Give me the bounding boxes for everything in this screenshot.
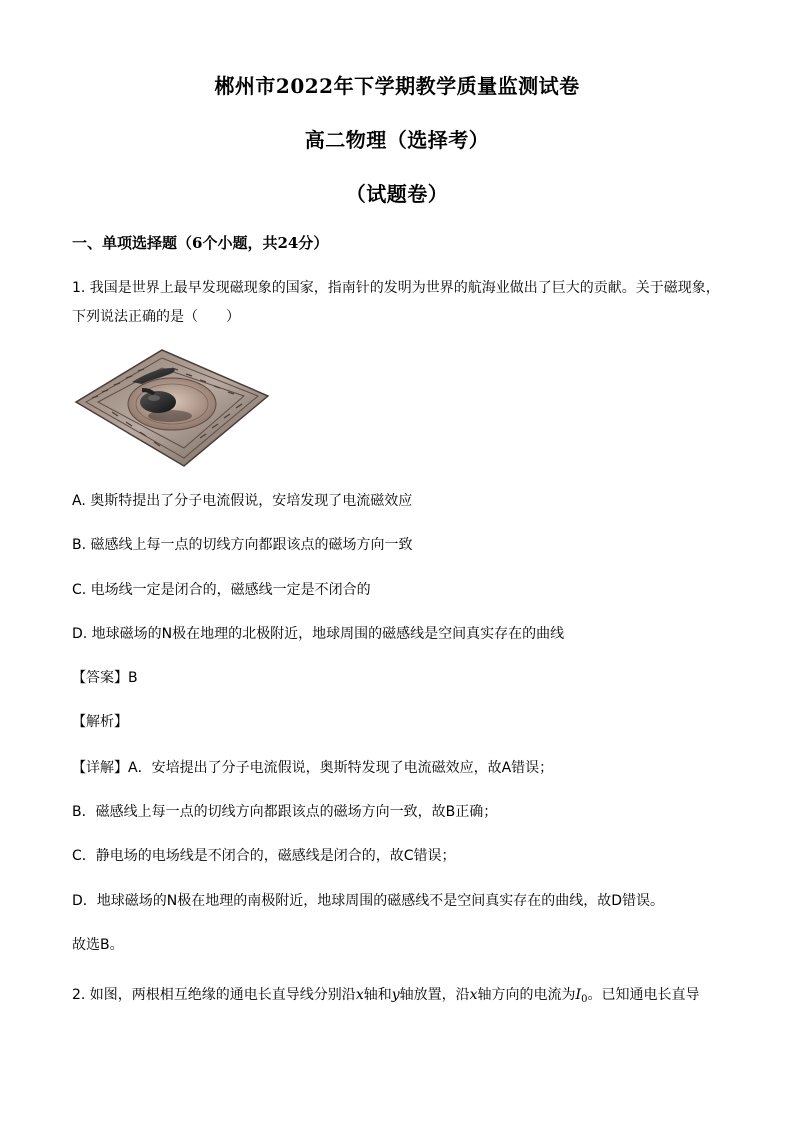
var-x-2: x: [469, 987, 478, 1003]
q2-part5: 。已知通电长直导: [587, 987, 700, 1003]
q1-stem-line2: 下列说法正确的是（ ）: [72, 309, 240, 325]
sinan-compass-image: [72, 346, 270, 468]
var-current: [576, 987, 588, 1003]
q1-detail-line-a: [72, 758, 732, 778]
q1-detail-line-d: D．地球磁场的N极在地理的南极附近，地球周围的磁感线不是空间真实存在的曲线，故D错误。: [72, 893, 665, 909]
detail-a: A．安培提出了分子电流假说，奥斯特发现了电流磁效应，故A错误；: [128, 760, 554, 776]
exam-title: 郴州市2022年下学期教学质量监测试卷: [214, 74, 580, 98]
exam-subtitle: 高二物理（选择考）: [304, 128, 490, 152]
q2-stem-line1: [72, 985, 732, 1010]
q2-part4: 轴方向的电流为: [477, 987, 576, 1003]
section-heading: 一、单项选择题（6个小题，共24分）: [72, 234, 329, 252]
q1-stem-line1: 1. 我国是世界上最早发现磁现象的国家，指南针的发明为世界的航海业做出了巨大的贡献。关于磁现象，: [72, 280, 720, 296]
q2-part1: 2. 如图，两根相互绝缘的通电长直导线分别沿: [72, 987, 356, 1003]
q1-option-c: C. 电场线一定是闭合的，磁感线一定是不闭合的: [72, 582, 371, 598]
answer-tag: 【答案】: [72, 670, 128, 686]
q1-option-d: D. 地球磁场的N极在地理的北极附近，地球周围的磁感线是空间真实存在的曲线: [72, 626, 565, 642]
q1-conclusion: 故选B。: [72, 937, 124, 953]
var-x: x: [355, 987, 364, 1003]
q1-option-a: A. 奥斯特提出了分子电流假说，安培发现了电流磁效应: [72, 493, 413, 509]
q2-part2: 轴和: [363, 987, 392, 1003]
q1-detail-line-c: C．静电场的电场线是不闭合的，磁感线是闭合的，故C错误；: [72, 848, 456, 864]
var-y: y: [391, 987, 400, 1003]
detail-tag: 【详解】: [72, 760, 128, 776]
paper-type: （试题卷）: [345, 182, 449, 206]
var-I: I: [575, 987, 582, 1003]
q1-option-b: B. 磁感线上每一点的切线方向都跟该点的磁场方向一致: [72, 537, 413, 553]
q1-analysis-tag: 【解析】: [72, 714, 128, 730]
q2-part3: 轴放置，沿: [399, 987, 470, 1003]
var-I-subscript: 0: [581, 994, 588, 1005]
q1-detail-line-b: B．磁感线上每一点的切线方向都跟该点的磁场方向一致，故B正确；: [72, 804, 498, 820]
q1-answer: [72, 668, 732, 688]
answer-value: B: [128, 670, 138, 686]
